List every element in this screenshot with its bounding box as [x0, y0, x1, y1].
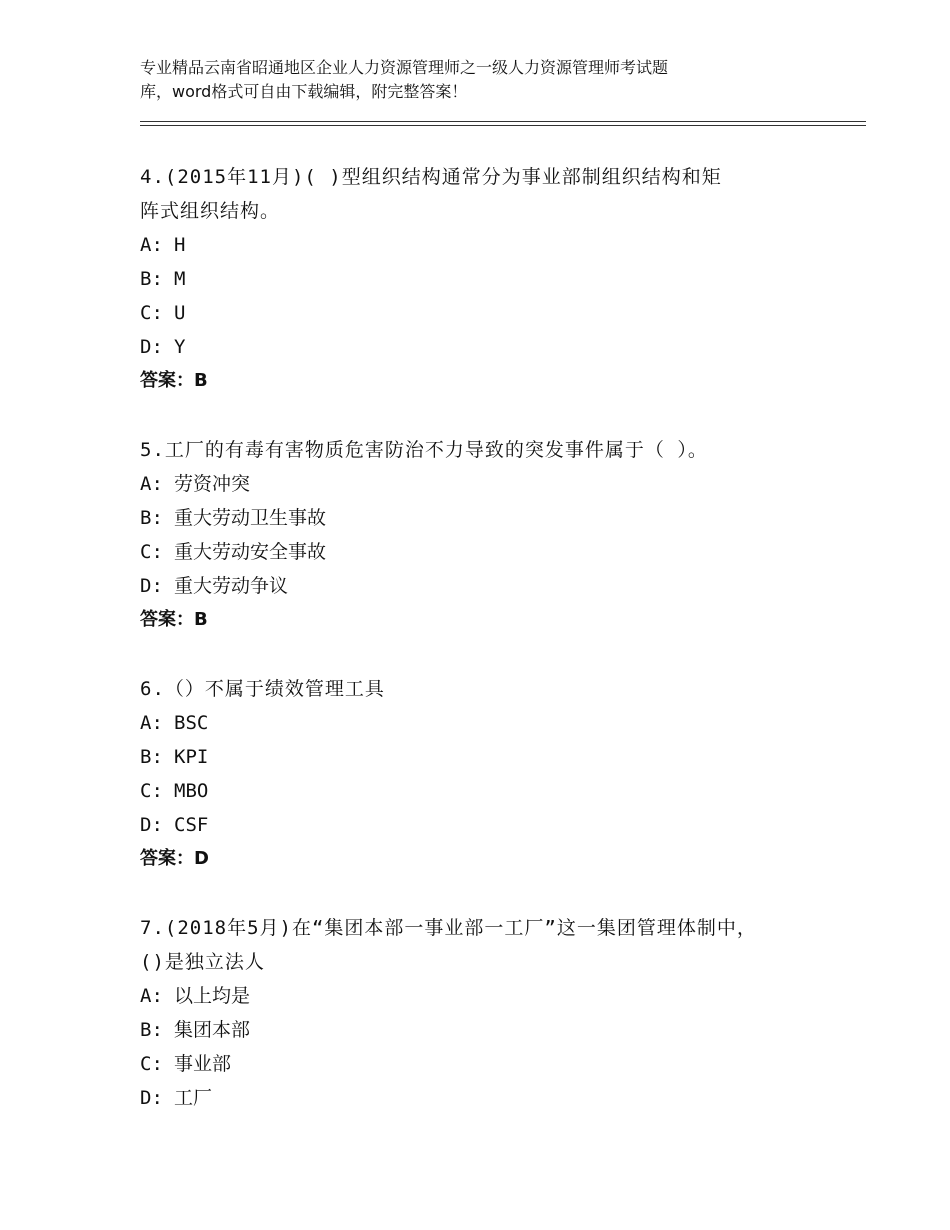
answer: [140, 364, 820, 398]
question-line: 4.(2015年11月)( )型组织结构通常分为事业部制组织结构和矩: [140, 166, 722, 188]
answer: [140, 842, 820, 876]
option-label: A:: [140, 712, 163, 734]
option-text: 集团本部: [174, 1019, 251, 1041]
option-label: C:: [140, 302, 163, 324]
header-divider-bottom: [140, 125, 866, 126]
option-text: 以上均是: [174, 985, 251, 1007]
question-line: 5.工厂的有毒有害物质危害防治不力导致的突发事件属于（ ）。: [140, 439, 708, 461]
option-text: BSC: [174, 712, 209, 734]
option-text: H: [174, 234, 186, 256]
option-label: C:: [140, 1053, 163, 1075]
question-line: 阵式组织结构。: [140, 200, 281, 222]
option-label: C:: [140, 780, 163, 802]
option-label: B:: [140, 1019, 163, 1041]
option-label: D:: [140, 1087, 163, 1109]
option-a: [140, 706, 820, 740]
option-d: [140, 569, 820, 603]
option-text: MBO: [174, 780, 209, 802]
answer-label: 答案：: [140, 370, 194, 391]
header-line-1: 专业精品云南省昭通地区企业人力资源管理师之一级人力资源管理师考试题: [140, 58, 669, 77]
question-text: [140, 672, 820, 706]
option-b: [140, 1013, 820, 1047]
option-text: 劳资冲突: [174, 473, 251, 495]
option-c: [140, 296, 820, 330]
option-text: U: [174, 302, 186, 324]
option-label: A:: [140, 234, 163, 256]
option-a: [140, 979, 820, 1013]
question-line: 7.(2018年5月)在“集团本部一事业部一工厂”这一集团管理体制中，: [140, 917, 757, 939]
answer-label: 答案：: [140, 609, 194, 630]
option-label: A:: [140, 473, 163, 495]
option-label: A:: [140, 985, 163, 1007]
option-label: C:: [140, 541, 163, 563]
question-text: [140, 433, 820, 467]
option-d: [140, 1081, 820, 1115]
option-label: B:: [140, 507, 163, 529]
option-text: Y: [174, 336, 186, 358]
option-text: 重大劳动安全事故: [174, 541, 327, 563]
option-text: 事业部: [174, 1053, 232, 1075]
option-b: [140, 262, 820, 296]
question-4: [140, 160, 820, 398]
option-label: B:: [140, 268, 163, 290]
option-d: [140, 808, 820, 842]
option-text: 重大劳动卫生事故: [174, 507, 327, 529]
option-c: [140, 1047, 820, 1081]
question-6: [140, 672, 820, 876]
question-5: [140, 433, 820, 637]
option-text: CSF: [174, 814, 209, 836]
question-7: [140, 911, 820, 1115]
option-c: [140, 774, 820, 808]
option-label: D:: [140, 575, 163, 597]
answer-label: 答案：: [140, 848, 194, 869]
answer-value: B: [194, 609, 208, 630]
answer-value: B: [194, 370, 208, 391]
option-d: [140, 330, 820, 364]
answer: [140, 603, 820, 637]
option-c: [140, 535, 820, 569]
option-label: D:: [140, 814, 163, 836]
option-label: B:: [140, 746, 163, 768]
question-line: ()是独立法人: [140, 951, 265, 973]
document-header: [140, 56, 780, 104]
header-divider-top: [140, 121, 866, 122]
header-line-2: 库，word格式可自由下载编辑，附完整答案！: [140, 82, 468, 101]
option-a: [140, 467, 820, 501]
option-label: D:: [140, 336, 163, 358]
option-text: M: [174, 268, 186, 290]
option-text: 重大劳动争议: [174, 575, 289, 597]
question-text: [140, 160, 820, 228]
question-line: 6.（）不属于绩效管理工具: [140, 678, 385, 700]
option-text: 工厂: [174, 1087, 213, 1109]
question-text: [140, 911, 820, 979]
answer-value: D: [194, 848, 209, 869]
option-text: KPI: [174, 746, 209, 768]
option-b: [140, 501, 820, 535]
option-b: [140, 740, 820, 774]
option-a: [140, 228, 820, 262]
